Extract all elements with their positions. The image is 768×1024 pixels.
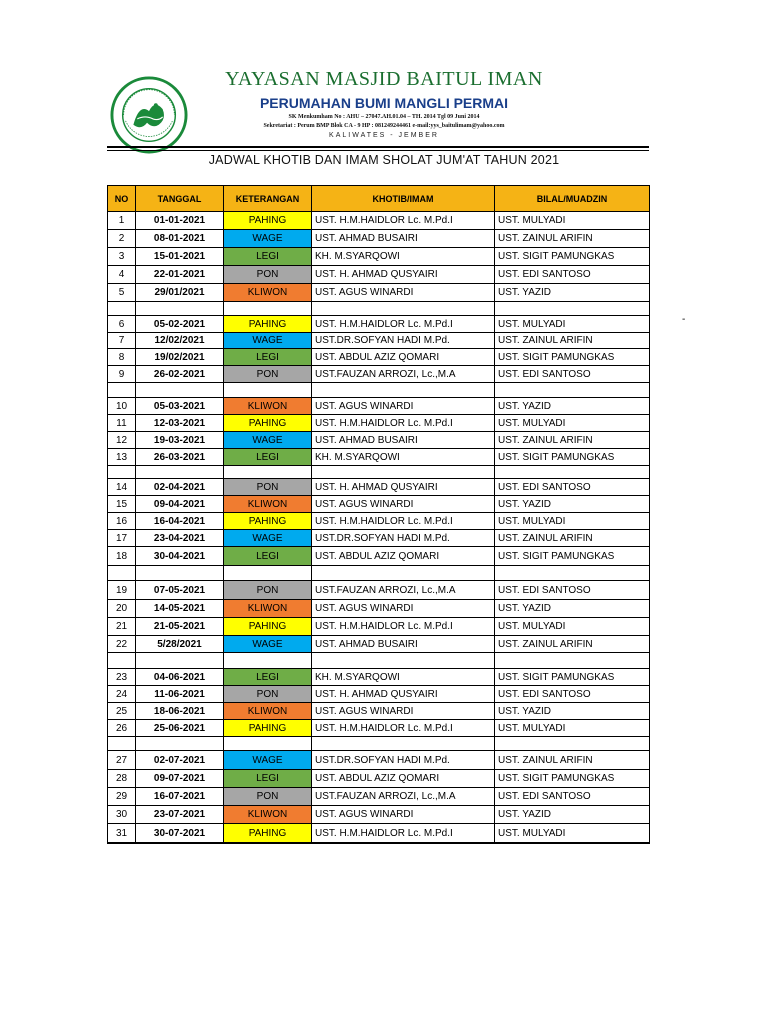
cell-khotib: UST. AGUS WINARDI [312,398,495,415]
empty-cell [136,302,224,316]
table-row [108,284,650,302]
cell-bilal: UST. EDI SANTOSO [495,686,650,703]
table-row [108,415,650,432]
table-row [108,788,650,806]
cell-keterangan: KLIWON [224,496,312,513]
cell-bilal: UST. MULYADI [495,415,650,432]
header-no: NO [108,186,136,212]
cell-keterangan: WAGE [224,333,312,349]
cell-no: 19 [108,581,136,600]
table-row [108,432,650,449]
header-bilal-muadzin: BILAL/MUADZIN [495,186,650,212]
cell-keterangan: LEGI [224,547,312,566]
empty-cell [312,383,495,398]
cell-khotib: UST. H.M.HAIDLOR Lc. M.Pd.I [312,618,495,636]
cell-bilal: UST. MULYADI [495,212,650,230]
table-row [108,770,650,788]
cell-no: 24 [108,686,136,703]
cell-no: 30 [108,806,136,824]
cell-tanggal: 19/02/2021 [136,349,224,366]
cell-bilal: UST. MULYADI [495,316,650,333]
empty-cell [495,302,650,316]
cell-khotib: UST. ABDUL AZIZ QOMARI [312,770,495,788]
cell-khotib: UST.DR.SOFYAN HADI M.Pd. [312,333,495,349]
cell-no: 18 [108,547,136,566]
cell-tanggal: 05-02-2021 [136,316,224,333]
empty-cell [495,737,650,751]
cell-no: 31 [108,824,136,844]
cell-khotib: UST.FAUZAN ARROZI, Lc.,M.A [312,788,495,806]
cell-khotib: UST. AHMAD BUSAIRI [312,230,495,248]
empty-cell [224,466,312,479]
header-rule-thick [107,146,649,148]
cell-no: 8 [108,349,136,366]
table-row [108,366,650,383]
cell-bilal: UST. SIGIT PAMUNGKAS [495,770,650,788]
blank-separator-row [108,383,650,398]
housing-subtitle: PERUMAHAN BUMI MANGLI PERMAI [259,95,509,111]
cell-no: 28 [108,770,136,788]
cell-keterangan: PON [224,788,312,806]
blank-separator-row [108,566,650,581]
cell-keterangan: WAGE [224,530,312,547]
header-khotib-imam: KHOTIB/IMAM [312,186,495,212]
cell-no: 15 [108,496,136,513]
cell-tanggal: 09-04-2021 [136,496,224,513]
cell-bilal: UST. YAZID [495,398,650,415]
cell-khotib: UST. H.M.HAIDLOR Lc. M.Pd.I [312,824,495,844]
header-tanggal: TANGGAL [136,186,224,212]
empty-cell [312,653,495,669]
cell-tanggal: 23-07-2021 [136,806,224,824]
cell-keterangan: WAGE [224,432,312,449]
table-row [108,316,650,333]
cell-keterangan: LEGI [224,449,312,466]
cell-keterangan: WAGE [224,636,312,653]
cell-bilal: UST. EDI SANTOSO [495,788,650,806]
cell-khotib: UST.DR.SOFYAN HADI M.Pd. [312,751,495,770]
cell-keterangan: LEGI [224,349,312,366]
cell-bilal: UST. EDI SANTOSO [495,479,650,496]
table-row [108,479,650,496]
cell-khotib: UST.DR.SOFYAN HADI M.Pd. [312,530,495,547]
cell-no: 11 [108,415,136,432]
cell-khotib: UST. H.M.HAIDLOR Lc. M.Pd.I [312,720,495,737]
cell-bilal: UST. ZAINUL ARIFIN [495,230,650,248]
cell-no: 9 [108,366,136,383]
cell-tanggal: 08-01-2021 [136,230,224,248]
table-row [108,669,650,686]
empty-cell [136,466,224,479]
cell-keterangan: WAGE [224,230,312,248]
cell-tanggal: 29/01/2021 [136,284,224,302]
cell-khotib: UST. H. AHMAD QUSYAIRI [312,479,495,496]
cell-no: 25 [108,703,136,720]
cell-tanggal: 16-04-2021 [136,513,224,530]
cell-bilal: UST. SIGIT PAMUNGKAS [495,349,650,366]
empty-cell [224,653,312,669]
cell-khotib: UST. AGUS WINARDI [312,600,495,618]
cell-no: 10 [108,398,136,415]
cell-bilal: UST. EDI SANTOSO [495,581,650,600]
cell-keterangan: PAHING [224,720,312,737]
table-row [108,212,650,230]
cell-khotib: UST. AGUS WINARDI [312,806,495,824]
cell-keterangan: LEGI [224,770,312,788]
cell-khotib: UST. H.M.HAIDLOR Lc. M.Pd.I [312,316,495,333]
cell-keterangan: PON [224,686,312,703]
cell-bilal: UST. EDI SANTOSO [495,266,650,284]
cell-no: 7 [108,333,136,349]
foundation-title: YAYASAN MASJID BAITUL IMAN [225,68,543,90]
table-row [108,230,650,248]
table-row [108,248,650,266]
empty-cell [495,383,650,398]
cell-tanggal: 04-06-2021 [136,669,224,686]
cell-keterangan: PAHING [224,824,312,844]
city-line: KALIWATES - JEMBER [329,132,439,139]
cell-tanggal: 30-07-2021 [136,824,224,844]
cell-tanggal: 12-03-2021 [136,415,224,432]
cell-bilal: UST. ZAINUL ARIFIN [495,530,650,547]
cell-tanggal: 22-01-2021 [136,266,224,284]
cell-tanggal: 30-04-2021 [136,547,224,566]
cell-keterangan: PAHING [224,513,312,530]
cell-no: 14 [108,479,136,496]
cell-bilal: UST. MULYADI [495,618,650,636]
table-row [108,581,650,600]
cell-no: 6 [108,316,136,333]
schedule-table [107,185,650,844]
cell-tanggal: 11-06-2021 [136,686,224,703]
cell-bilal: UST. ZAINUL ARIFIN [495,333,650,349]
side-mark: - [682,314,686,325]
cell-bilal: UST. MULYADI [495,824,650,844]
cell-keterangan: WAGE [224,751,312,770]
table-row [108,513,650,530]
cell-bilal: UST. SIGIT PAMUNGKAS [495,449,650,466]
cell-bilal: UST. YAZID [495,496,650,513]
cell-tanggal: 09-07-2021 [136,770,224,788]
cell-no: 4 [108,266,136,284]
table-row [108,703,650,720]
cell-khotib: UST. AGUS WINARDI [312,703,495,720]
empty-cell [312,566,495,581]
cell-keterangan: PON [224,581,312,600]
cell-no: 13 [108,449,136,466]
sk-legal-line: SK Menkumham No : AHU – 27047.AH.01.04 – TH. 2014 Tgl 09 Juni 2014 [288,114,480,120]
table-row [108,398,650,415]
empty-cell [312,466,495,479]
cell-tanggal: 26-02-2021 [136,366,224,383]
cell-tanggal: 05-03-2021 [136,398,224,415]
cell-tanggal: 15-01-2021 [136,248,224,266]
cell-keterangan: PAHING [224,618,312,636]
table-row [108,806,650,824]
cell-khotib: UST. AGUS WINARDI [312,284,495,302]
cell-tanggal: 19-03-2021 [136,432,224,449]
cell-khotib: UST. H.M.HAIDLOR Lc. M.Pd.I [312,513,495,530]
cell-khotib: UST. ABDUL AZIZ QOMARI [312,349,495,366]
cell-keterangan: PON [224,266,312,284]
cell-keterangan: PAHING [224,415,312,432]
cell-tanggal: 5/28/2021 [136,636,224,653]
cell-keterangan: KLIWON [224,806,312,824]
cell-no: 26 [108,720,136,737]
empty-cell [136,737,224,751]
empty-cell [136,383,224,398]
cell-no: 22 [108,636,136,653]
cell-tanggal: 26-03-2021 [136,449,224,466]
cell-no: 2 [108,230,136,248]
schedule-body [108,212,650,844]
cell-tanggal: 16-07-2021 [136,788,224,806]
header-rule-thin [107,150,649,151]
empty-cell [108,466,136,479]
document-title: JADWAL KHOTIB DAN IMAM SHOLAT JUM'AT TAHUN 2021 [208,153,560,167]
cell-keterangan: KLIWON [224,703,312,720]
cell-no: 23 [108,669,136,686]
table-row [108,824,650,844]
table-row [108,720,650,737]
header-keterangan: KETERANGAN [224,186,312,212]
table-row [108,496,650,513]
cell-no: 21 [108,618,136,636]
cell-no: 20 [108,600,136,618]
table-row [108,636,650,653]
table-row [108,686,650,703]
empty-cell [136,653,224,669]
table-row [108,618,650,636]
cell-khotib: UST.FAUZAN ARROZI, Lc.,M.A [312,366,495,383]
cell-bilal: UST. SIGIT PAMUNGKAS [495,248,650,266]
cell-tanggal: 02-04-2021 [136,479,224,496]
table-row [108,751,650,770]
cell-bilal: UST. YAZID [495,806,650,824]
cell-khotib: UST. AHMAD BUSAIRI [312,636,495,653]
cell-khotib: UST. H. AHMAD QUSYAIRI [312,266,495,284]
empty-cell [495,566,650,581]
cell-khotib: UST. AHMAD BUSAIRI [312,432,495,449]
cell-bilal: UST. ZAINUL ARIFIN [495,636,650,653]
cell-khotib: UST.FAUZAN ARROZI, Lc.,M.A [312,581,495,600]
empty-cell [495,653,650,669]
cell-tanggal: 14-05-2021 [136,600,224,618]
cell-no: 1 [108,212,136,230]
cell-keterangan: KLIWON [224,284,312,302]
table-row [108,349,650,366]
blank-separator-row [108,466,650,479]
cell-tanggal: 21-05-2021 [136,618,224,636]
cell-no: 12 [108,432,136,449]
table-row [108,547,650,566]
empty-cell [224,383,312,398]
table-header-row [108,186,650,212]
cell-no: 17 [108,530,136,547]
cell-no: 3 [108,248,136,266]
cell-bilal: UST. MULYADI [495,513,650,530]
empty-cell [108,383,136,398]
cell-keterangan: PAHING [224,316,312,333]
empty-cell [136,566,224,581]
cell-no: 5 [108,284,136,302]
empty-cell [224,737,312,751]
cell-tanggal: 12/02/2021 [136,333,224,349]
empty-cell [108,302,136,316]
empty-cell [312,737,495,751]
table-row [108,333,650,349]
cell-tanggal: 02-07-2021 [136,751,224,770]
cell-khotib: UST. H.M.HAIDLOR Lc. M.Pd.I [312,415,495,432]
cell-bilal: UST. ZAINUL ARIFIN [495,751,650,770]
cell-no: 29 [108,788,136,806]
empty-cell [224,566,312,581]
blank-separator-row [108,653,650,669]
table-row [108,530,650,547]
cell-bilal: UST. YAZID [495,284,650,302]
cell-keterangan: LEGI [224,248,312,266]
empty-cell [312,302,495,316]
cell-tanggal: 07-05-2021 [136,581,224,600]
cell-bilal: UST. MULYADI [495,720,650,737]
cell-no: 27 [108,751,136,770]
secretariat-line: Sekretariat : Perum BMP Blok CA - 9 HP : 081249244461 e-mail:yys_baitulimam@yahoo.com [263,123,505,129]
empty-cell [108,566,136,581]
cell-khotib: KH. M.SYARQOWI [312,669,495,686]
cell-no: 16 [108,513,136,530]
cell-khotib: UST. H. AHMAD QUSYAIRI [312,686,495,703]
cell-keterangan: LEGI [224,669,312,686]
empty-cell [108,737,136,751]
blank-separator-row [108,737,650,751]
empty-cell [224,302,312,316]
cell-bilal: UST. SIGIT PAMUNGKAS [495,547,650,566]
cell-keterangan: KLIWON [224,398,312,415]
cell-tanggal: 23-04-2021 [136,530,224,547]
cell-keterangan: PON [224,479,312,496]
cell-khotib: UST. AGUS WINARDI [312,496,495,513]
cell-keterangan: PAHING [224,212,312,230]
table-row [108,449,650,466]
cell-tanggal: 25-06-2021 [136,720,224,737]
cell-khotib: UST. H.M.HAIDLOR Lc. M.Pd.I [312,212,495,230]
empty-cell [108,653,136,669]
empty-cell [495,466,650,479]
cell-bilal: UST. SIGIT PAMUNGKAS [495,669,650,686]
cell-khotib: UST. ABDUL AZIZ QOMARI [312,547,495,566]
cell-bilal: UST. YAZID [495,600,650,618]
cell-bilal: UST. ZAINUL ARIFIN [495,432,650,449]
cell-khotib: KH. M.SYARQOWI [312,248,495,266]
blank-separator-row [108,302,650,316]
cell-tanggal: 01-01-2021 [136,212,224,230]
cell-bilal: UST. EDI SANTOSO [495,366,650,383]
cell-keterangan: KLIWON [224,600,312,618]
table-row [108,266,650,284]
cell-tanggal: 18-06-2021 [136,703,224,720]
cell-keterangan: PON [224,366,312,383]
cell-bilal: UST. YAZID [495,703,650,720]
cell-khotib: KH. M.SYARQOWI [312,449,495,466]
table-row [108,600,650,618]
